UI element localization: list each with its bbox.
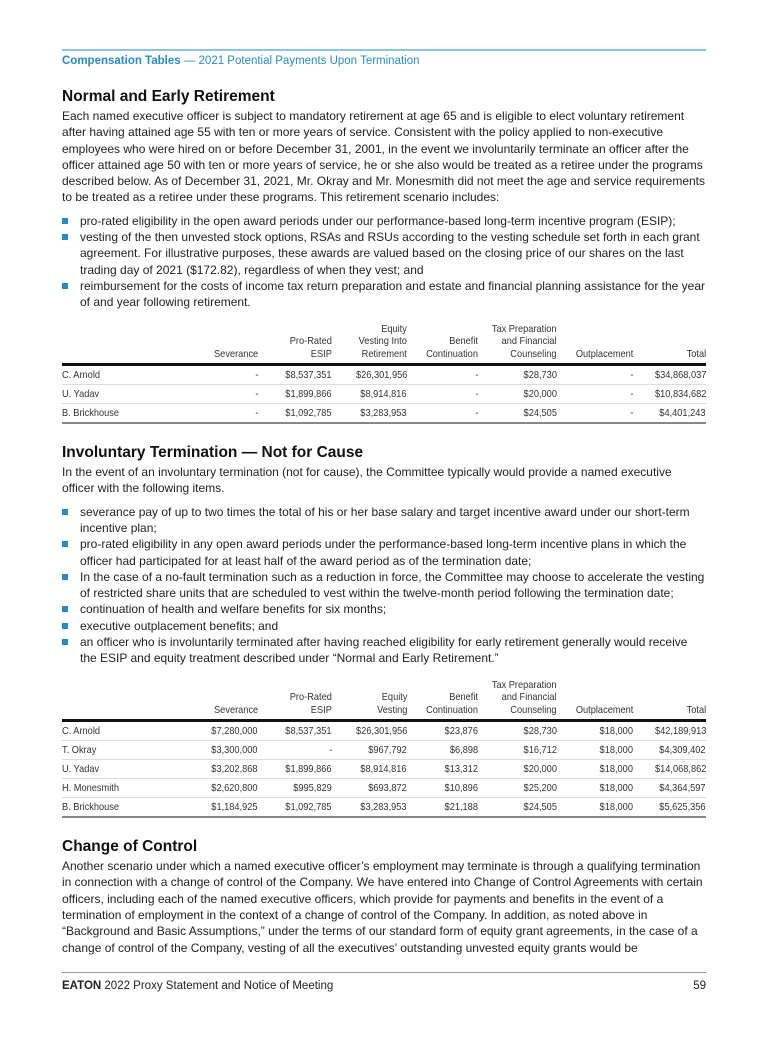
amount-cell — [557, 741, 633, 760]
column-header — [170, 679, 258, 721]
executive-name-cell — [62, 365, 170, 385]
amount-cell — [633, 365, 706, 385]
cell-value: $5,625,356 — [659, 801, 706, 814]
cell-value: C. Arnold — [62, 725, 101, 738]
amount-cell — [633, 385, 706, 404]
square-bullet-icon — [62, 541, 68, 547]
cell-value: $16,712 — [523, 744, 557, 757]
cell-value: $26,301,956 — [355, 369, 407, 382]
cell-value: B. Brickhouse — [62, 801, 120, 814]
cell-value: $6,898 — [449, 744, 478, 757]
amount-cell — [557, 798, 633, 818]
amount-cell — [633, 760, 706, 779]
amount-cell — [478, 365, 557, 385]
cell-value: $8,537,351 — [285, 725, 332, 738]
bullet-item — [62, 504, 706, 537]
bullet-text: executive outplacement benefits; and — [80, 618, 279, 633]
cell-value: T. Okray — [62, 744, 97, 757]
bullet-item — [62, 278, 706, 311]
amount-cell — [170, 779, 258, 798]
amount-cell — [407, 741, 478, 760]
cell-value: $34,868,037 — [654, 369, 706, 382]
cell-value: $28,730 — [523, 725, 557, 738]
column-header — [633, 679, 706, 721]
cell-value: $18,000 — [599, 744, 633, 757]
cell-value: $8,914,816 — [360, 388, 407, 401]
table-row — [62, 741, 706, 760]
amount-cell — [407, 365, 478, 385]
table-row — [62, 779, 706, 798]
bullet-item — [62, 618, 706, 634]
amount-cell — [478, 798, 557, 818]
footer-brand: EATON — [62, 979, 102, 992]
retirement-paragraph: Each named executive officer is subject to mandatory retirement at age 65 and is eligible to elect voluntary retirement after having attained age 55 with ten or more years of service. Consistent with the policy applied to non-executive employees who were hired on or before December 31, 2001, in the event we involuntarily terminate an officer after the officer attained age 50 with ten or more years of service, he or she also would be treated as a retiree under the programs described below. As of December 31, 2021, Mr. Okray and Mr. Monesmith did not meet the age and service requirements to be treated as a retiree under these programs. This retirement scenario includes: — [62, 109, 705, 205]
amount-cell — [332, 779, 407, 798]
cell-value: - — [474, 369, 478, 382]
amount-cell — [633, 721, 706, 741]
column-header-label: Tax Preparation and Financial Counseling — [492, 322, 557, 360]
square-bullet-icon — [62, 234, 68, 240]
amount-cell — [332, 404, 407, 424]
cell-value: - — [629, 407, 633, 420]
amount-cell — [557, 760, 633, 779]
column-header-label: Benefit Continuation — [426, 335, 478, 360]
column-header — [170, 323, 258, 365]
amount-cell — [557, 404, 633, 424]
cell-value: $3,283,953 — [360, 801, 407, 814]
amount-cell — [478, 741, 557, 760]
cell-value: $3,202,868 — [211, 763, 258, 776]
amount-cell — [407, 721, 478, 741]
cell-value: $42,189,913 — [654, 725, 706, 738]
cell-value: $21,188 — [444, 801, 478, 814]
cell-value: $967,792 — [368, 744, 407, 757]
involuntary-bullets — [62, 504, 706, 667]
executive-name-cell — [62, 760, 170, 779]
column-header — [407, 679, 478, 721]
cell-value: $1,184,925 — [211, 801, 258, 814]
amount-cell — [258, 741, 332, 760]
cell-value: - — [629, 369, 633, 382]
column-header — [62, 679, 170, 721]
column-header-label: Total — [686, 347, 706, 360]
amount-cell — [478, 760, 557, 779]
square-bullet-icon — [62, 623, 68, 629]
amount-cell — [407, 798, 478, 818]
amount-cell — [557, 779, 633, 798]
amount-cell — [332, 721, 407, 741]
amount-cell — [258, 760, 332, 779]
amount-cell — [170, 365, 258, 385]
cell-value: $24,505 — [523, 407, 557, 420]
bullet-text: severance pay of up to two times the total of his or her base salary and target incentive award under our short-term incentive plan; — [80, 504, 690, 535]
cell-value: $18,000 — [599, 763, 633, 776]
section-title-change-of-control: Change of Control — [62, 838, 198, 856]
square-bullet-icon — [62, 283, 68, 289]
cell-value: $13,312 — [444, 763, 478, 776]
amount-cell — [633, 798, 706, 818]
change-of-control-paragraph: Another scenario under which a named executive officer’s employment may terminate is through a qualifying termination in connection with a change of control of the Company. We have entered into Change of Control Agreements with certain officers, including each of the named executive officers, which provide for payments and benefits in the event of a termination of employment in the context of a change of control of the Company. In addition, as noted above in “Background and Basic Assumptions,” under the terms of our standard form of equity grant agreements, in the case of a change of control of the Company, vesting of all the executives’ outstanding unvested equity grants would be — [62, 859, 703, 955]
cell-value: - — [254, 407, 258, 420]
footer-text: 2022 Proxy Statement and Notice of Meeting — [101, 979, 334, 992]
section-title-retirement: Normal and Early Retirement — [62, 88, 275, 105]
running-header — [62, 54, 706, 68]
table-row — [62, 365, 706, 385]
amount-cell — [633, 404, 706, 424]
amount-cell — [332, 741, 407, 760]
cell-value: C. Arnold — [62, 369, 101, 382]
retirement-table — [62, 323, 706, 425]
cell-value: $1,092,785 — [285, 801, 332, 814]
table-row — [62, 760, 706, 779]
amount-cell — [258, 365, 332, 385]
bullet-text: pro-rated eligibility in the open award periods under our performance-based long-term incentive program (ESIP); — [80, 213, 676, 228]
cell-value: $25,200 — [523, 782, 557, 795]
cell-value: $20,000 — [523, 388, 557, 401]
table-row — [62, 385, 706, 404]
table-row — [62, 798, 706, 818]
document-page — [62, 0, 706, 1038]
amount-cell — [258, 385, 332, 404]
page-number: 59 — [693, 979, 706, 992]
square-bullet-icon — [62, 218, 68, 224]
bullet-item — [62, 229, 706, 278]
cell-value: $1,899,866 — [285, 388, 332, 401]
cell-value: $1,899,866 — [285, 763, 332, 776]
executive-name-cell — [62, 741, 170, 760]
column-header — [633, 323, 706, 365]
bullet-text: vesting of the then unvested stock options, RSAs and RSUs according to the vesting schedule set forth in each grant agreement. For illustrative purposes, these awards are valued based on the closing price of our shares on the last trading day of 2021 ($172.82), regardless of when they vest; and — [80, 230, 700, 277]
bullet-text: reimbursement for the costs of income tax return preparation and estate and financial planning assistance for the year of and year following retirement. — [80, 278, 706, 310]
involuntary-table — [62, 679, 706, 819]
amount-cell — [633, 741, 706, 760]
amount-cell — [557, 365, 633, 385]
header-rule — [62, 49, 706, 51]
cell-value: $18,000 — [599, 782, 633, 795]
column-header — [258, 323, 332, 365]
cell-value: - — [474, 407, 478, 420]
footer-area — [62, 956, 706, 1038]
column-header — [332, 323, 407, 365]
section-title-involuntary: Involuntary Termination — Not for Cause — [62, 444, 364, 462]
amount-cell — [170, 798, 258, 818]
amount-cell — [478, 385, 557, 404]
executive-name-cell — [62, 404, 170, 424]
executive-name-cell — [62, 721, 170, 741]
cell-value: B. Brickhouse — [62, 407, 120, 420]
amount-cell — [557, 385, 633, 404]
column-header — [332, 679, 407, 721]
retirement-bullets — [62, 213, 706, 311]
cell-value: - — [474, 388, 478, 401]
cell-value: - — [254, 369, 258, 382]
amount-cell — [258, 404, 332, 424]
square-bullet-icon — [62, 509, 68, 515]
bullet-item — [62, 536, 706, 569]
cell-value: $14,068,862 — [654, 763, 706, 776]
cell-value: $995,829 — [293, 782, 332, 795]
cell-value: $3,283,953 — [360, 407, 407, 420]
amount-cell — [170, 760, 258, 779]
header-subtitle: 2021 Potential Payments Upon Termination — [198, 55, 420, 67]
square-bullet-icon — [62, 606, 68, 612]
cell-value: $28,730 — [523, 369, 557, 382]
bullet-text: an officer who is involuntarily terminated after having reached eligibility for early retirement generally would receive the ESIP and equity treatment described under “Normal and Early Retirement.” — [80, 635, 688, 666]
executive-name-cell — [62, 779, 170, 798]
amount-cell — [478, 779, 557, 798]
bullet-item — [62, 601, 706, 617]
cell-value: $24,505 — [523, 801, 557, 814]
cell-value: - — [328, 744, 332, 757]
column-header-label: Equity Vesting Into Retirement — [358, 322, 407, 360]
cell-value: $26,301,956 — [355, 725, 407, 738]
cell-value: $4,364,597 — [659, 782, 706, 795]
table-row — [62, 721, 706, 741]
amount-cell — [170, 385, 258, 404]
cell-value: $7,280,000 — [211, 725, 258, 738]
cell-value: $3,300,000 — [211, 744, 258, 757]
cell-value: - — [629, 388, 633, 401]
column-header-label: Pro-Rated ESIP — [289, 335, 332, 360]
cell-value: H. Monesmith — [62, 782, 120, 795]
footer-rule — [62, 972, 706, 973]
amount-cell — [258, 798, 332, 818]
amount-cell — [407, 760, 478, 779]
amount-cell — [407, 404, 478, 424]
cell-value: $10,834,682 — [654, 388, 706, 401]
column-header-label: Benefit Continuation — [426, 691, 478, 716]
column-header — [557, 679, 633, 721]
amount-cell — [332, 365, 407, 385]
cell-value: $8,914,816 — [360, 763, 407, 776]
column-header — [478, 323, 557, 365]
bullet-item — [62, 569, 706, 602]
cell-value: $10,896 — [444, 782, 478, 795]
column-header-label: Severance — [213, 703, 258, 716]
cell-value: $23,876 — [444, 725, 478, 738]
amount-cell — [332, 760, 407, 779]
bullet-text: In the case of a no-fault termination such as a reduction in force, the Committee may choose to accelerate the vesting of restricted share units that are scheduled to vest within the twelve-month period following the termination date; — [80, 569, 705, 601]
amount-cell — [407, 779, 478, 798]
amount-cell — [478, 721, 557, 741]
amount-cell — [557, 721, 633, 741]
cell-value: - — [254, 388, 258, 401]
column-header — [258, 679, 332, 721]
bullet-text: pro-rated eligibility in any open award periods under the performance-based long-term incentive plans in which the officer had participated for at least half of the award period as of the termination date; — [80, 537, 687, 568]
executive-name-cell — [62, 798, 170, 818]
bullet-text: continuation of health and welfare benefits for six months; — [80, 602, 387, 617]
footer — [62, 979, 333, 993]
table-row — [62, 404, 706, 424]
executive-name-cell — [62, 385, 170, 404]
header-separator: — — [180, 55, 199, 67]
cell-value: $18,000 — [599, 801, 633, 814]
square-bullet-icon — [62, 639, 68, 645]
amount-cell — [332, 798, 407, 818]
column-header-label: Outplacement — [575, 703, 633, 716]
column-header — [557, 323, 633, 365]
bullet-item — [62, 213, 706, 229]
column-header-label: Pro-Rated ESIP — [289, 691, 332, 716]
bullet-item — [62, 634, 706, 667]
amount-cell — [633, 779, 706, 798]
column-header-label: Equity Vesting — [376, 691, 407, 716]
cell-value: $1,092,785 — [285, 407, 332, 420]
cell-value: $4,309,402 — [659, 744, 706, 757]
column-header — [62, 323, 170, 365]
cell-value: $693,872 — [368, 782, 407, 795]
amount-cell — [170, 741, 258, 760]
amount-cell — [407, 385, 478, 404]
cell-value: $2,620,800 — [211, 782, 258, 795]
column-header — [478, 679, 557, 721]
amount-cell — [170, 721, 258, 741]
cell-value: U. Yadav — [62, 763, 100, 776]
amount-cell — [258, 779, 332, 798]
amount-cell — [258, 721, 332, 741]
column-header-label: Total — [686, 703, 706, 716]
amount-cell — [170, 404, 258, 424]
column-header-label: Severance — [213, 347, 258, 360]
table-header-row — [62, 323, 706, 365]
involuntary-paragraph: In the event of an involuntary termination (not for cause), the Committee typically would provide a named executive officer with the following items. — [62, 465, 672, 496]
cell-value: U. Yadav — [62, 388, 100, 401]
amount-cell — [332, 385, 407, 404]
cell-value: $20,000 — [523, 763, 557, 776]
cell-value: $4,401,243 — [659, 407, 706, 420]
column-header — [407, 323, 478, 365]
amount-cell — [478, 404, 557, 424]
column-header-label: Outplacement — [575, 347, 633, 360]
column-header-label: Tax Preparation and Financial Counseling — [492, 678, 557, 716]
header-section: Compensation Tables — [62, 55, 181, 67]
cell-value: $8,537,351 — [285, 369, 332, 382]
cell-value: $18,000 — [599, 725, 633, 738]
table-header-row — [62, 679, 706, 721]
square-bullet-icon — [62, 574, 68, 580]
